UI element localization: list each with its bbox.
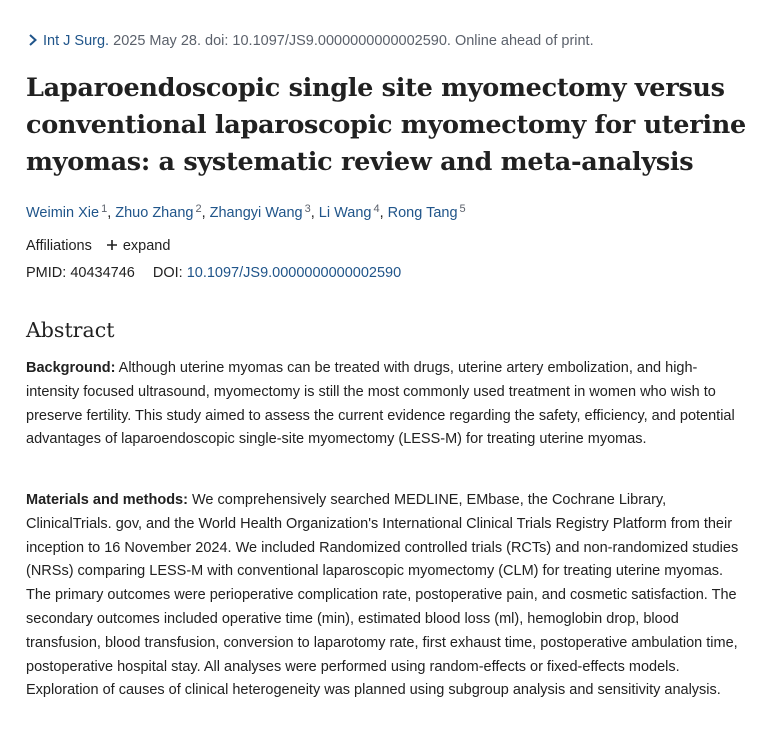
abstract-background-paragraph [26,357,748,452]
abstract-heading: Abstract [26,318,115,342]
citation-line [26,31,594,51]
abstract-methods-paragraph [26,489,748,703]
doi-link[interactable]: 10.1097/JS9.0000000000002590 [186,265,402,281]
journal-link[interactable]: Int J Surg. [43,33,110,49]
methods-text: We comprehensively searched MEDLINE, EMbase, the Cochrane Library, ClinicalTrials. gov, and the World Health Organization's International Clinical Trials Registry Platform from their inception to 16 November 2024. We included Randomized controlled trials (RCTs) and non-randomized studies (NRSs) comparing LESS-M with conventional laparoscopic myomectomy (CLM) for treating uterine myomas. The primary outcomes were perioperative complication rate, postoperative pain, and cosmetic satisfaction. The secondary outcomes included operative time (min), estimated blood loss (ml), hemoglobin drop, blood transfusion, blood transfusion, conversion to laparotomy rate, first exhaust time, postoperative ambulation time, postoperative hospital stay. All analyses were performed using random-effects or fixed-effects models. Exploration of causes of clinical heterogeneity was planned using subgroup analysis and sensitivity analysis. [26,492,739,699]
background-label: Background: [26,360,116,376]
author-affiliation-number[interactable]: 2 [195,203,202,215]
affiliations-row [26,236,170,256]
author-separator: , [201,205,206,221]
author-affiliation-number[interactable]: 3 [304,203,311,215]
article-title: Laparoendoscopic single site myomectomy versus conventional laparoscopic myomectomy for uterine myomas: a systematic review and meta-analysis [26,73,746,177]
plus-icon [106,239,118,251]
author-affiliation-number[interactable]: 5 [459,203,466,215]
author-separator: , [379,205,384,221]
expand-label: expand [122,238,171,254]
background-text: Although uterine myomas can be treated with drugs, uterine artery embolization, and high-intensity focused ultrasound, myomectomy is still the most commonly used treatment in women who wish to preserve fertility. This study aimed to assess the current evidence regarding the safety, efficiency, and potential advantages of laparoendoscopic single-site myomectomy (LESS-M) for treating uterine myomas. [26,360,735,448]
author-link[interactable]: Zhuo Zhang [115,205,194,221]
author-separator: , [107,205,112,221]
affiliations-expand-button[interactable] [106,238,171,254]
citation-details: 2025 May 28. doi: 10.1097/JS9.0000000000002590. Online ahead of print. [113,33,594,49]
author-link[interactable]: Rong Tang [387,205,458,221]
author-link[interactable]: Weimin Xie [26,205,100,221]
chevron-right-icon[interactable] [26,33,40,47]
methods-label: Materials and methods: [26,492,188,508]
pmid-value: 40434746 [70,265,135,281]
author-link[interactable]: Zhangyi Wang [209,205,303,221]
pmid-label: PMID: [26,265,67,281]
author-affiliation-number[interactable]: 1 [101,203,108,215]
author-separator: , [310,205,315,221]
authors-list [26,199,466,223]
doi-label: DOI: [152,265,183,281]
affiliations-label: Affiliations [26,238,92,254]
author-affiliation-number[interactable]: 4 [373,203,380,215]
author-link[interactable]: Li Wang [318,205,372,221]
identifiers-row [26,263,401,283]
